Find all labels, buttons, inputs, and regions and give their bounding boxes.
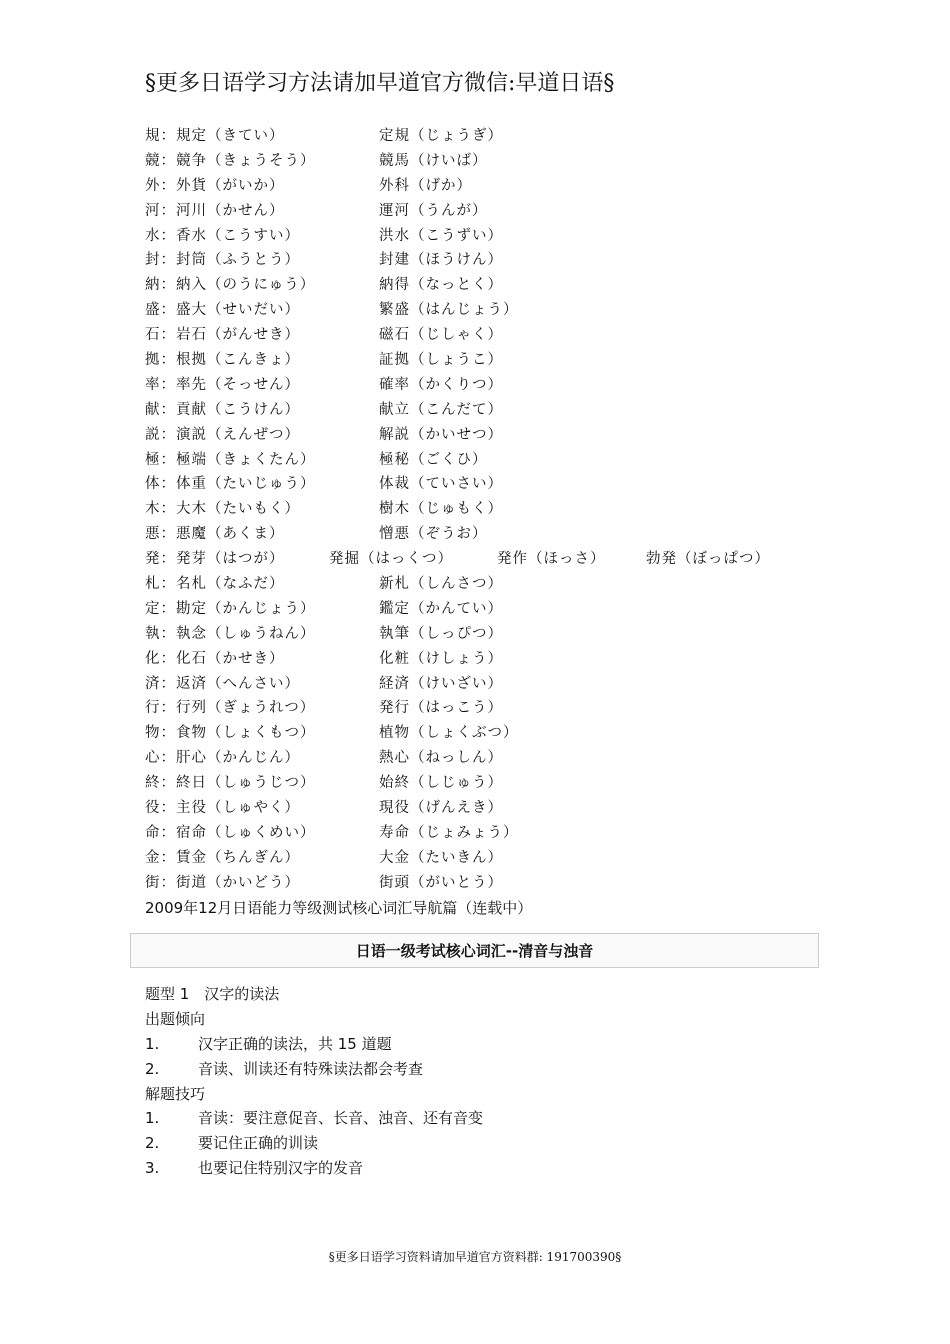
vocab-word: 終：終日（しゅうじつ） bbox=[145, 775, 316, 792]
list-number: 1. bbox=[145, 1109, 160, 1128]
series-note-link[interactable]: 2009年12月日语能力等级测试核心词汇导航篇（连载中） bbox=[145, 899, 533, 917]
list-item bbox=[145, 1057, 424, 1082]
list-item bbox=[145, 1032, 392, 1057]
vocab-word: 植物（しょくぶつ） bbox=[379, 725, 519, 742]
vocab-word: 献：貢献（こうけん） bbox=[145, 401, 300, 418]
vocab-word: 執筆（しっぴつ） bbox=[379, 625, 503, 642]
vocab-word: 解説（かいせつ） bbox=[379, 426, 503, 443]
vocab-word: 確率（かくりつ） bbox=[379, 376, 503, 393]
vocab-word: 木：大木（たいもく） bbox=[145, 501, 300, 518]
list-item bbox=[145, 1106, 484, 1131]
vocab-word: 納：納入（のうにゅう） bbox=[145, 277, 316, 294]
vocab-word: 献立（こんだて） bbox=[379, 401, 503, 418]
vocab-word: 発：発芽（はつが） bbox=[145, 551, 285, 568]
list-text: 也要记住特别汉字的发音 bbox=[198, 1159, 364, 1178]
vocab-word: 繁盛（はんじょう） bbox=[379, 302, 519, 319]
vocab-word: 説：演説（えんぜつ） bbox=[145, 426, 300, 443]
vocab-word: 始終（しじゅう） bbox=[379, 775, 503, 792]
vocab-word: 極秘（ごくひ） bbox=[379, 451, 488, 468]
vocab-word: 納得（なっとく） bbox=[379, 277, 503, 294]
list-text: 要记住正确的训读 bbox=[198, 1134, 319, 1153]
vocab-word: 発作（ほっさ） bbox=[497, 551, 606, 568]
list-text: 音读：要注意促音、长音、浊音、还有音变 bbox=[198, 1109, 484, 1128]
vocab-word: 化：化石（かせき） bbox=[145, 650, 285, 667]
vocab-word: 規：規定（きてい） bbox=[145, 128, 285, 144]
vocab-word: 熱心（ねっしん） bbox=[379, 750, 503, 767]
vocab-word: 心：肝心（かんじん） bbox=[145, 750, 300, 767]
vocab-word: 体：体重（たいじゅう） bbox=[145, 476, 316, 493]
vocab-word: 新札（しんさつ） bbox=[379, 576, 503, 593]
vocab-word: 河：河川（かせん） bbox=[145, 202, 285, 219]
vocab-word: 外科（げか） bbox=[379, 177, 472, 194]
vocab-word: 行：行列（ぎょうれつ） bbox=[145, 700, 316, 717]
vocab-word: 寿命（じょみょう） bbox=[379, 824, 519, 841]
vocab-word: 経済（けいざい） bbox=[379, 675, 503, 692]
tips-heading-text: 解题技巧 bbox=[145, 1084, 206, 1103]
vocab-word: 済：返済（へんさい） bbox=[145, 675, 300, 692]
vocab-word: 率：率先（そっせん） bbox=[145, 376, 300, 393]
vocab-word: 悪：悪魔（あくま） bbox=[145, 526, 285, 543]
page-header: §更多日语学习方法请加早道官方微信:早道日语§ bbox=[145, 71, 615, 96]
vocab-word: 体裁（ていさい） bbox=[379, 476, 503, 493]
vocab-word: 定規（じょうぎ） bbox=[379, 128, 503, 144]
vocab-word: 勃発（ぼっぱつ） bbox=[646, 551, 770, 568]
vocab-word: 水：香水（こうすい） bbox=[145, 227, 300, 244]
tips-heading bbox=[145, 1082, 279, 1107]
vocab-word: 執：執念（しゅうねん） bbox=[145, 625, 316, 642]
vocab-word: 盛：盛大（せいだい） bbox=[145, 302, 300, 319]
vocab-word: 命：宿命（しゅくめい） bbox=[145, 824, 316, 841]
list-number: 2. bbox=[145, 1134, 160, 1153]
vocab-word: 現役（げんえき） bbox=[379, 800, 503, 817]
vocab-word: 外：外貨（がいか） bbox=[145, 177, 285, 194]
vocab-word: 役：主役（しゅやく） bbox=[145, 800, 300, 817]
vocab-word: 証拠（しょうこ） bbox=[379, 352, 503, 369]
list-text: 汉字正确的读法，共 15 道题 bbox=[198, 1034, 392, 1053]
vocab-word: 街：街道（かいどう） bbox=[145, 874, 300, 891]
vocab-word: 大金（たいきん） bbox=[379, 849, 503, 866]
vocab-word: 封建（ほうけん） bbox=[379, 252, 503, 269]
vocab-word: 極：極端（きょくたん） bbox=[145, 451, 316, 468]
vocab-word: 拠：根拠（こんきょ） bbox=[145, 352, 300, 369]
vocab-word: 定：勘定（かんじょう） bbox=[145, 600, 316, 617]
question-type-heading bbox=[145, 982, 279, 1007]
list-number: 3. bbox=[145, 1159, 160, 1178]
question-type-text: 题型 1 汉字的读法 bbox=[145, 985, 280, 1003]
vocab-word: 発掘（はっくつ） bbox=[329, 551, 453, 568]
question-guide bbox=[145, 982, 484, 1181]
vocab-word: 札：名札（なふだ） bbox=[145, 576, 285, 593]
page-footer: §更多日语学习资料请加早道官方资料群: 191700390§ bbox=[328, 1250, 622, 1264]
vocab-word: 洪水（こうずい） bbox=[379, 227, 503, 244]
vocab-word: 運河（うんが） bbox=[379, 202, 488, 219]
vocab-word: 競馬（けいば） bbox=[379, 152, 488, 169]
vocab-word: 競：競争（きょうそう） bbox=[145, 152, 316, 169]
vocab-word: 金：賃金（ちんぎん） bbox=[145, 849, 300, 866]
list-number: 1. bbox=[145, 1034, 160, 1053]
vocab-word: 街頭（がいとう） bbox=[379, 874, 503, 891]
vocab-word: 鑑定（かんてい） bbox=[379, 600, 503, 617]
vocab-word: 石：岩石（がんせき） bbox=[145, 327, 300, 344]
vocab-word: 化粧（けしょう） bbox=[379, 650, 503, 667]
vocab-word: 樹木（じゅもく） bbox=[379, 501, 503, 518]
section-title bbox=[130, 933, 819, 968]
tendency-heading bbox=[145, 1007, 279, 1032]
list-item bbox=[145, 1131, 319, 1156]
vocab-word: 封：封筒（ふうとう） bbox=[145, 252, 300, 269]
vocab-word: 憎悪（ぞうお） bbox=[379, 526, 488, 543]
vocab-word: 磁石（じしゃく） bbox=[379, 327, 503, 344]
list-item bbox=[145, 1156, 364, 1181]
tendency-heading-text: 出题倾向 bbox=[145, 1009, 206, 1028]
vocab-word: 物：食物（しょくもつ） bbox=[145, 725, 316, 742]
vocab-word: 発行（はっこう） bbox=[379, 700, 503, 717]
list-number: 2. bbox=[145, 1059, 160, 1078]
list-text: 音读、训读还有特殊读法都会考查 bbox=[198, 1059, 424, 1078]
section-title-text: 日语一级考试核心词汇--清音与浊音 bbox=[355, 942, 594, 960]
